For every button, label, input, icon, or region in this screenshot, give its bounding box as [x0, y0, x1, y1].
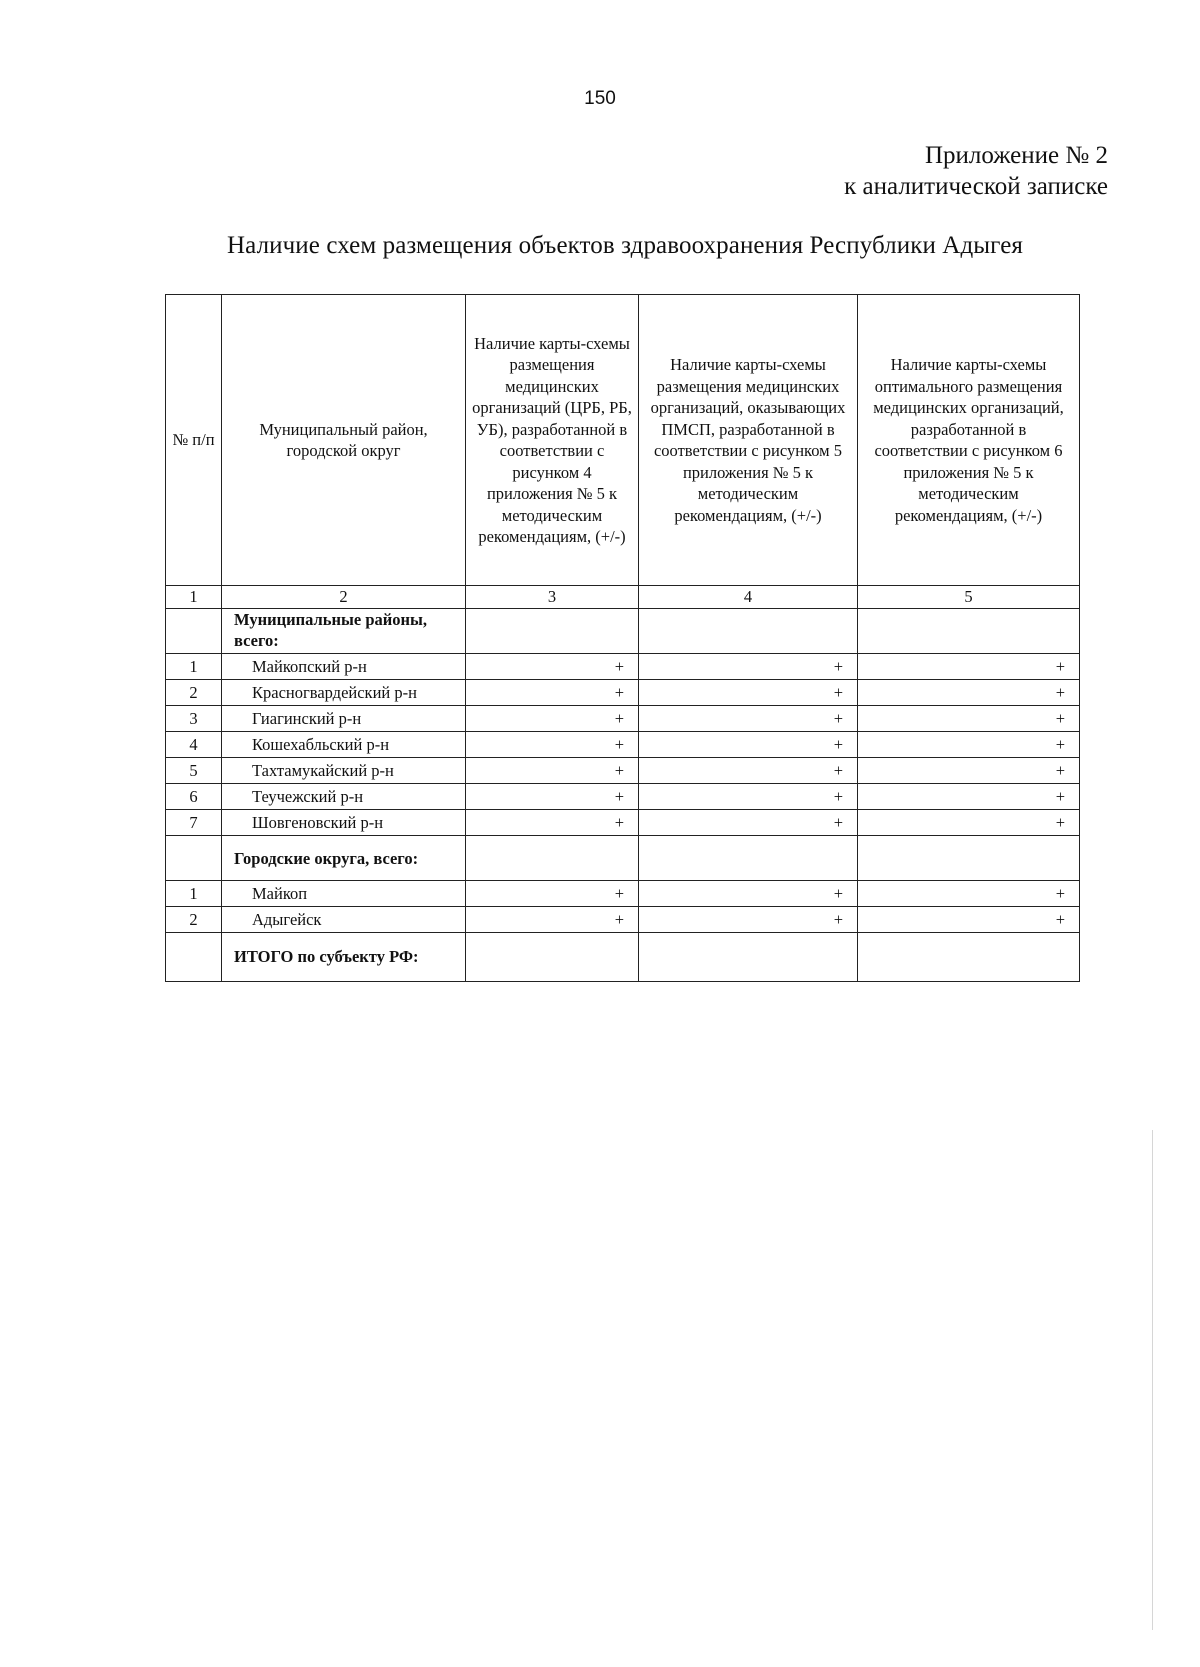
district-name: Красногвардейский р-н — [222, 680, 466, 706]
total-label: ИТОГО по субъекту РФ: — [222, 933, 466, 982]
column-index-row — [166, 586, 1080, 609]
map-pmsp-mark: + — [639, 758, 858, 784]
map-crb-mark: + — [466, 881, 639, 907]
table-row — [166, 810, 1080, 836]
header-map-crb: Наличие карты-схемы размещения медицинских организаций (ЦРБ, РБ, УБ), разработанной в соответствии с рисунком 4 приложения № 5 к методическим рекомендациям, (+/-) — [466, 295, 639, 586]
map-crb-mark: + — [466, 706, 639, 732]
section-row-urban — [166, 836, 1080, 881]
map-pmsp-mark: + — [639, 881, 858, 907]
header-row — [166, 295, 1080, 586]
map-pmsp-mark: + — [639, 810, 858, 836]
row-number: 4 — [166, 732, 222, 758]
table-row — [166, 732, 1080, 758]
map-pmsp-mark: + — [639, 784, 858, 810]
map-pmsp-mark: + — [639, 680, 858, 706]
row-number: 2 — [166, 680, 222, 706]
row-number: 2 — [166, 907, 222, 933]
row-number: 1 — [166, 654, 222, 680]
map-optimal-mark: + — [858, 654, 1080, 680]
appendix-line-2: к аналитической записке — [844, 173, 1108, 200]
table-row — [166, 758, 1080, 784]
row-number: 1 — [166, 881, 222, 907]
header-district: Муниципальный район, городской округ — [222, 295, 466, 586]
district-name: Гиагинский р-н — [222, 706, 466, 732]
district-name: Кошехабльский р-н — [222, 732, 466, 758]
district-name: Майкоп — [222, 881, 466, 907]
map-crb-mark: + — [466, 810, 639, 836]
map-pmsp-mark: + — [639, 654, 858, 680]
map-pmsp-mark: + — [639, 732, 858, 758]
table-row — [166, 784, 1080, 810]
facilities-table — [165, 294, 1080, 982]
column-index: 2 — [222, 586, 466, 609]
map-optimal-mark: + — [858, 680, 1080, 706]
table-row — [166, 706, 1080, 732]
row-number: 7 — [166, 810, 222, 836]
map-pmsp-mark: + — [639, 706, 858, 732]
column-index: 5 — [858, 586, 1080, 609]
map-optimal-mark: + — [858, 810, 1080, 836]
map-crb-mark: + — [466, 758, 639, 784]
header-map-pmsp: Наличие карты-схемы размещения медицинских организаций, оказывающих ПМСП, разработанной в соответствии с рисунком 5 приложения № 5 к методическим рекомендациям, (+/-) — [639, 295, 858, 586]
map-optimal-mark: + — [858, 706, 1080, 732]
map-optimal-mark: + — [858, 907, 1080, 933]
district-name: Теучежский р-н — [222, 784, 466, 810]
district-name: Майкопский р-н — [222, 654, 466, 680]
column-index: 4 — [639, 586, 858, 609]
column-index: 1 — [166, 586, 222, 609]
table-row — [166, 654, 1080, 680]
map-pmsp-mark: + — [639, 907, 858, 933]
row-number: 6 — [166, 784, 222, 810]
section-row-municipal — [166, 609, 1080, 654]
map-crb-mark: + — [466, 680, 639, 706]
scan-edge-line — [1152, 1130, 1153, 1630]
appendix-line-1: Приложение № 2 — [924, 142, 1108, 169]
map-crb-mark: + — [466, 907, 639, 933]
total-row — [166, 933, 1080, 982]
header-number: № п/п — [166, 295, 222, 586]
map-optimal-mark: + — [858, 881, 1080, 907]
table-row — [166, 907, 1080, 933]
map-crb-mark: + — [466, 654, 639, 680]
document-title: Наличие схем размещения объектов здравоохранения Республики Адыгея — [227, 232, 1023, 259]
section-label-municipal: Муниципальные районы, всего: — [222, 609, 466, 654]
map-optimal-mark: + — [858, 732, 1080, 758]
section-label-urban: Городские округа, всего: — [222, 836, 466, 881]
appendix-heading — [844, 140, 1108, 202]
district-name: Шовгеновский р-н — [222, 810, 466, 836]
map-optimal-mark: + — [858, 784, 1080, 810]
row-number: 3 — [166, 706, 222, 732]
table-row — [166, 881, 1080, 907]
district-name: Адыгейск — [222, 907, 466, 933]
district-name: Тахтамукайский р-н — [222, 758, 466, 784]
header-map-optimal: Наличие карты-схемы оптимального размещения медицинских организаций, разработанной в соответствии с рисунком 6 приложения № 5 к методическим рекомендациям, (+/-) — [858, 295, 1080, 586]
table-row — [166, 680, 1080, 706]
map-crb-mark: + — [466, 732, 639, 758]
page-number: 150 — [584, 88, 616, 109]
table-body — [166, 295, 1080, 982]
row-number: 5 — [166, 758, 222, 784]
column-index: 3 — [466, 586, 639, 609]
map-optimal-mark: + — [858, 758, 1080, 784]
map-crb-mark: + — [466, 784, 639, 810]
